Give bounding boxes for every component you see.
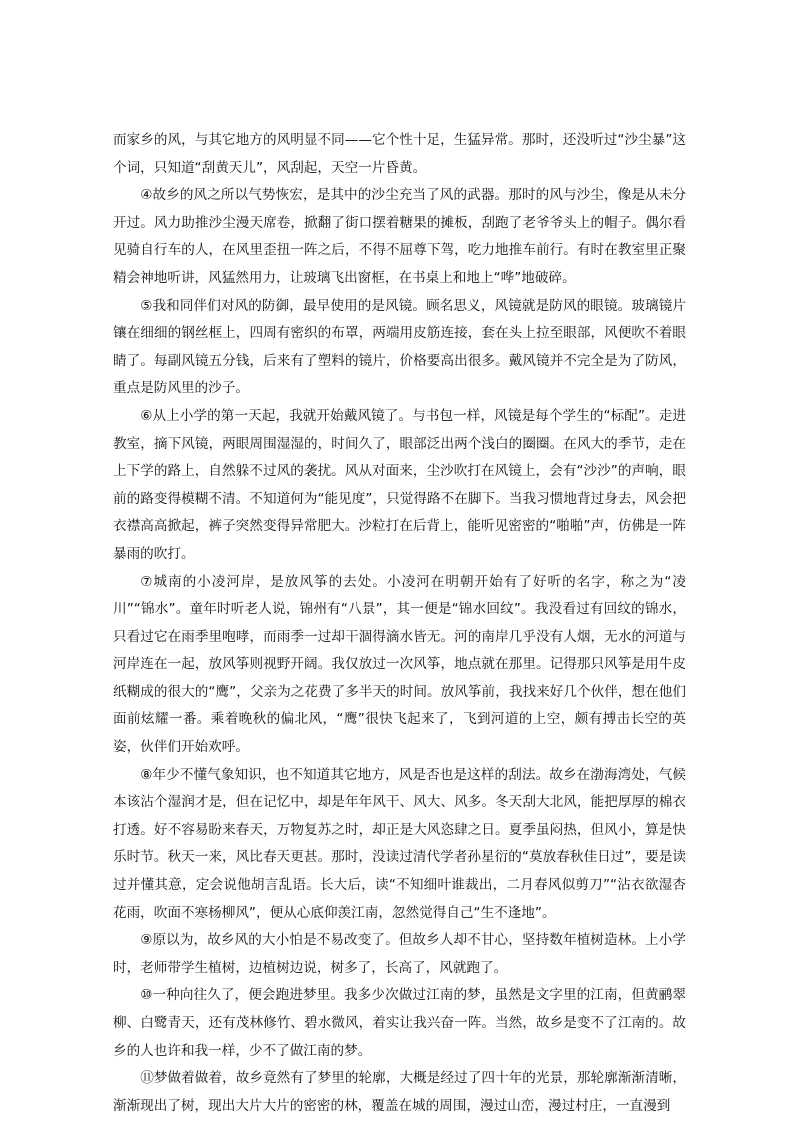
paragraph-8: ⑧年少不懂气象知识，也不知道其它地方，风是否也是这样的刮法。故乡在渤海湾处，气候本该沾个湿润才是，但在记忆中，却是年年风干、风大、风多。冬天刮大北风，能把厚厚的棉衣打透。好不容易盼来春天，万物复苏之时，却正是大风恣肆之日。夏季虽闷热，但风小，算是快乐时节。秋天一来，风比春天更甚。那时，没读过清代学者孙星衍的“莫放春秋佳日过”，要是读过并懂其意，定会说他胡言乱语。长大后，读“不知细叶谁裁出，二月春风似剪刀”“沾衣欲湿杏花雨，吹面不寒杨柳风”，便从心底仰羡江南，忽然觉得自己“生不逢地”。 xyxy=(113,766,686,921)
paragraph-4: ④故乡的风之所以气势恢宏，是其中的沙尘充当了风的武器。那时的风与沙尘，像是从未分开过。风力助推沙尘漫天席卷，掀翻了街口摆着糖果的摊板，刮跑了老爷爷头上的帽子。偶尔看见骑自行车的人，在风里歪扭一阵之后，不得不屈尊下驾，吃力地推车前行。有时在教室里正聚精会神地听讲，风猛然用力，让玻璃飞出窗框，在书桌上和地上“哗”地破碎。 xyxy=(113,187,686,286)
paragraph-10: ⑩一种向往久了，便会跑进梦里。我多少次做过江南的梦，虽然是文字里的江南，但黄鹂翠柳、白鹭青天，还有茂林修竹、碧水微风，着实让我兴奋一阵。当然，故乡是变不了江南的。故乡的人也许和我一样，少不了做江南的梦。 xyxy=(113,987,686,1059)
paragraph-5: ⑤我和同伴们对风的防御，最早使用的是风镜。顾名思义，风镜就是防风的眼镜。玻璃镜片镶在细细的钢丝框上，四周有密织的布罩，两端用皮筋连接，套在头上拉至眼部，风便吹不着眼睛了。每副风镜五分钱，后来有了塑料的镜片，价格要高出很多。戴风镜并不完全是为了防风，重点是防风里的沙子。 xyxy=(113,297,686,397)
paragraph-9: ⑨原以为，故乡风的大小怕是不易改变了。但故乡人却不甘心，坚持数年植树造林。上小学时，老师带学生植树，边植树边说，树多了，长高了，风就跑了。 xyxy=(113,932,686,976)
paragraph-11: ⑪梦做着做着，故乡竟然有了梦里的轮廓，大概是经过了四十年的光景，那轮廓渐渐清晰，渐渐现出了树，现出大片大片的密密的林，覆盖在城的周围，漫过山峦，漫过村庄，一直漫到 xyxy=(113,1070,686,1114)
paragraph-continuation: 而家乡的风，与其它地方的风明显不同——它个性十足，生猛异常。那时，还没听过“沙尘暴”这个词，只知道“刮黄天儿”，风刮起，天空一片昏黄。 xyxy=(113,132,686,176)
article-body xyxy=(113,127,686,1120)
paragraph-7: ⑦城南的小凌河岸，是放风筝的去处。小凌河在明朝开始有了好听的名字，称之为“凌川”“锦水”。童年时听老人说，锦州有“八景”，其一便是“锦水回纹”。我没看过有回纹的锦水，只看过它在雨季里咆哮，而雨季一过却干涸得滴水皆无。河的南岸几乎没有人烟，无水的河道与河岸连在一起，放风筝则视野开阔。我仅放过一次风筝，地点就在那里。记得那只风筝是用牛皮纸糊成的很大的“鹰”，父亲为之花费了多半天的时间。放风筝前，我找来好几个伙伴，想在他们面前炫耀一番。乘着晚秋的偏北风，“鹰”很快飞起来了，飞到河道的上空，颇有搏击长空的英姿，伙伴们开始欢呼。 xyxy=(113,573,686,756)
paragraph-6: ⑥从上小学的第一天起，我就开始戴风镜了。与书包一样，风镜是每个学生的“标配”。走进教室，摘下风镜，两眼周围湿湿的，时间久了，眼部泛出两个浅白的圈圈。在风大的季节，走在上下学的路上，自然躲不过风的袭扰。风从对面来，尘沙吹打在风镜上，会有“沙沙”的声响，眼前的路变得模糊不清。不知道何为“能见度”，只觉得路不在脚下。当我习惯地背过身去，风会把衣襟高高掀起，裤子突然变得异常肥大。沙粒打在后背上，能听见密密的“啪啪”声，仿佛是一阵暴雨的吹打。 xyxy=(113,407,686,562)
